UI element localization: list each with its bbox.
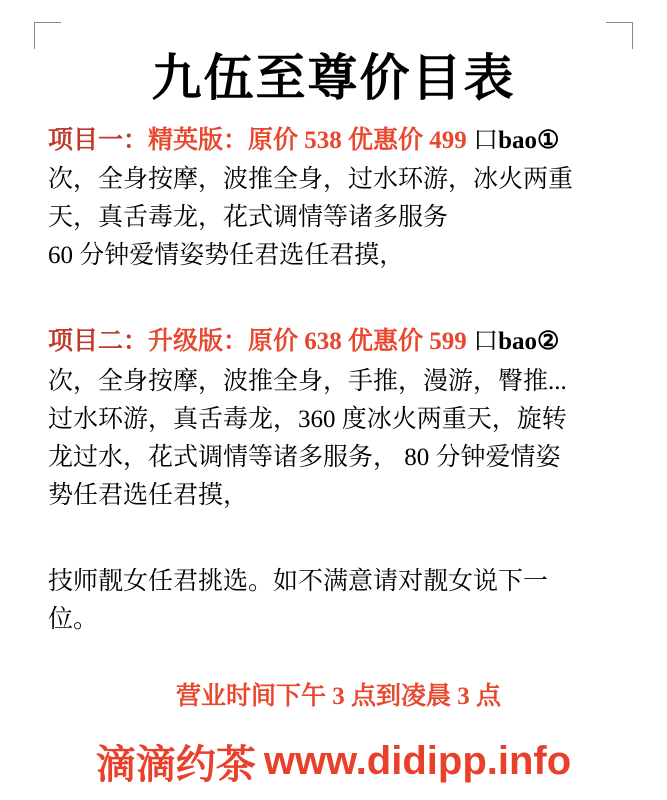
price-item-1-line-2: 天，真舌毒龙，花式调情等诸多服务: [48, 204, 449, 231]
price-item-1-package-symbol: 口: [473, 126, 499, 154]
section-spacer-2: [34, 521, 633, 563]
price-item-1-heading: [48, 122, 625, 160]
price-item-1-line-3: 60 分钟爱情姿势任君选任君摸，: [48, 242, 405, 269]
page-title: 九伍至尊价目表: [151, 50, 516, 106]
price-item-1-version: 精英版：: [148, 126, 249, 154]
footer-watermark: [0, 733, 667, 790]
price-item-2: [34, 323, 633, 515]
price-item-1-package-word: bao: [498, 126, 537, 154]
price-item-2-version: 升级版：: [148, 328, 249, 355]
price-item-2-line-1: 次，全身按摩，波推全身，手推，漫游，臀推...: [48, 367, 567, 395]
price-item-2-original-price: 原价 638: [248, 328, 342, 355]
price-item-2-line-4: 势任君选任君摸，: [48, 481, 249, 509]
price-item-2-heading: [48, 323, 625, 361]
price-item-2-package-symbol: 口: [473, 328, 499, 355]
section-spacer-1: [34, 281, 633, 323]
price-item-2-line-2: 过水环游，真舌毒龙，360 度冰火两重天，旋转: [48, 405, 567, 433]
price-item-1: [34, 122, 633, 276]
price-item-1-label: 项目一：: [48, 126, 149, 154]
price-item-1-package-index: ①: [536, 126, 560, 154]
price-item-2-label: 项目二：: [48, 328, 149, 355]
price-item-2-line-3: 龙过水，花式调情等诸多服务， 80 分钟爱情姿: [48, 443, 561, 471]
watermark-brand: 滴滴约茶: [95, 743, 256, 787]
price-item-2-package-word: bao: [498, 328, 537, 355]
service-note-line-1: 技师靓女任君挑选。如不满意请对靓女说下一: [48, 567, 549, 595]
document-body: [34, 44, 633, 800]
price-item-1-line-1: 次，全身按摩，波推全身，过水环游，冰火两重: [48, 166, 574, 193]
service-note: [34, 563, 633, 639]
watermark-url: www.didipp.info: [263, 739, 572, 783]
section-spacer-3: [34, 645, 633, 679]
price-item-1-original-price: 原价 538: [248, 126, 342, 154]
service-note-line-2: 位。: [48, 605, 99, 633]
business-hours: 营业时间下午 3 点到凌晨 3 点: [175, 682, 501, 710]
price-item-2-discount-price: 优惠价 599: [348, 328, 467, 355]
price-item-1-discount-price: 优惠价 499: [348, 126, 467, 154]
price-item-2-package-index: ②: [536, 328, 560, 355]
